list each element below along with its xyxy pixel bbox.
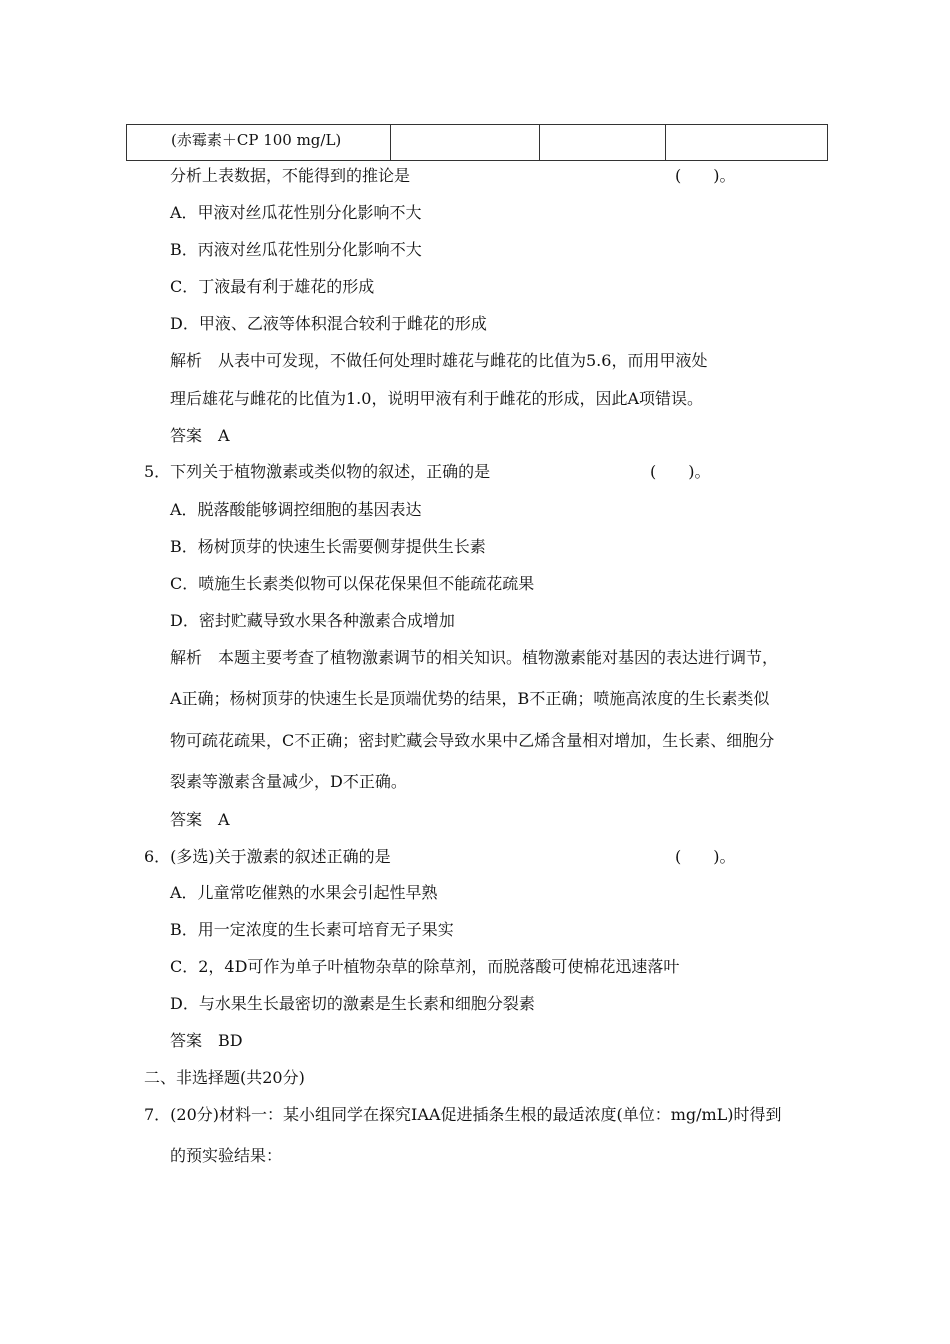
analysis-line: 解析 从表中可发现，不做任何处理时雄花与雌花的比值为5.6，而用甲液处 <box>170 351 708 370</box>
analysis-line: 理后雄花与雌花的比值为1.0，说明甲液有利于雌花的形成，因此A项错误。 <box>170 389 704 408</box>
table-cell <box>666 125 827 160</box>
option-c: C．喷施生长素类似物可以保花保果但不能疏花疏果 <box>170 574 535 593</box>
section-heading: 二、非选择题(共20分) <box>144 1068 305 1087</box>
analysis-line: 裂素等激素含量减少，D不正确。 <box>170 772 407 791</box>
question-stem-continued: 的预实验结果： <box>170 1146 283 1165</box>
answer-line: 答案 BD <box>170 1031 243 1050</box>
analysis-line: 物可疏花疏果，C不正确；密封贮藏会导致水果中乙烯含量相对增加，生长素、细胞分 <box>170 731 775 750</box>
analysis-line: A正确；杨树顶芽的快速生长是顶端优势的结果，B不正确；喷施高浓度的生长素类似 <box>170 689 770 708</box>
table-cell <box>540 125 666 160</box>
question-stem: 6．(多选)关于激素的叙述正确的是 <box>144 847 391 866</box>
option-d: D．密封贮藏导致水果各种激素合成增加 <box>170 611 455 630</box>
analysis-line: 解析 本题主要考查了植物激素调节的相关知识。植物激素能对基因的表达进行调节， <box>170 648 779 667</box>
question-stem: 分析上表数据，不能得到的推论是 <box>170 166 411 185</box>
table-cell-label: (赤霉素＋CP 100 mg/L) <box>127 125 391 160</box>
table-cell <box>391 125 540 160</box>
option-b: B．用一定浓度的生长素可培育无子果实 <box>170 920 454 939</box>
answer-line: 答案 A <box>170 426 230 445</box>
option-c: C．丁液最有利于雄花的形成 <box>170 277 375 296</box>
question-stem: 5．下列关于植物激素或类似物的叙述，正确的是 <box>144 462 491 481</box>
answer-blank: ( )。 <box>675 847 736 866</box>
option-d: D．与水果生长最密切的激素是生长素和细胞分裂素 <box>170 994 535 1013</box>
option-a: A．甲液对丝瓜花性别分化影响不大 <box>170 203 422 222</box>
option-b: B．杨树顶芽的快速生长需要侧芽提供生长素 <box>170 537 486 556</box>
answer-blank: ( )。 <box>675 166 736 185</box>
option-c: C．2，4D可作为单子叶植物杂草的除草剂，而脱落酸可使棉花迅速落叶 <box>170 957 680 976</box>
data-table-row <box>126 124 828 161</box>
question-stem: 7．(20分)材料一：某小组同学在探究IAA促进插条生根的最适浓度(单位：mg/mL)时得到 <box>144 1105 782 1124</box>
option-b: B．丙液对丝瓜花性别分化影响不大 <box>170 240 422 259</box>
option-a: A．儿童常吃催熟的水果会引起性早熟 <box>170 883 438 902</box>
answer-line: 答案 A <box>170 810 230 829</box>
option-d: D．甲液、乙液等体积混合较利于雌花的形成 <box>170 314 487 333</box>
answer-blank: ( )。 <box>650 462 711 481</box>
option-a: A．脱落酸能够调控细胞的基因表达 <box>170 500 422 519</box>
